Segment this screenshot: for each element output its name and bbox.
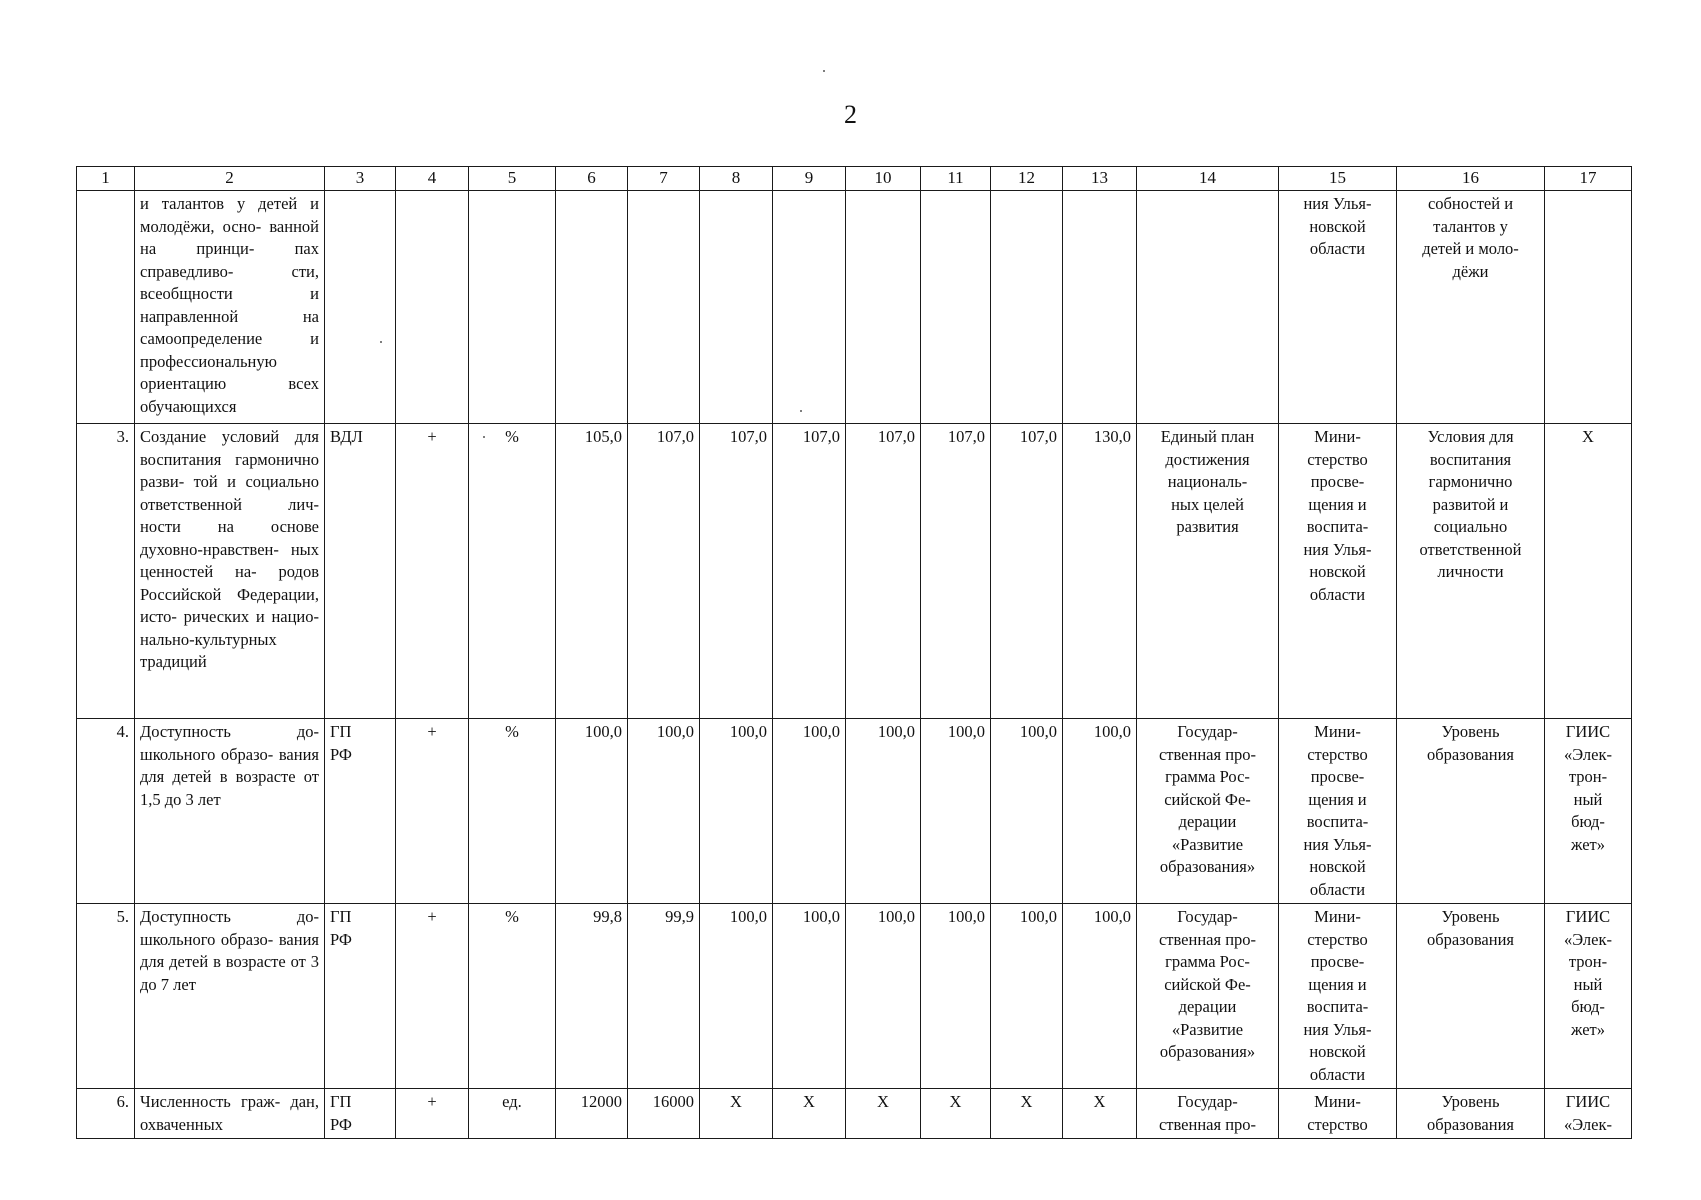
value-cell: 100,0 bbox=[1063, 719, 1137, 904]
indicator-name: Численность граж- дан, охваченных bbox=[135, 1089, 325, 1139]
goal-link: Уровень образования bbox=[1397, 904, 1545, 1089]
column-number: 14 bbox=[1137, 167, 1279, 191]
value-cell: 100,0 bbox=[846, 719, 921, 904]
value-cell: 107,0 bbox=[700, 424, 773, 719]
column-number: 10 bbox=[846, 167, 921, 191]
column-number: 1 bbox=[77, 167, 135, 191]
page-number: 2 bbox=[844, 100, 857, 129]
value-cell: 12000 bbox=[556, 1089, 628, 1139]
growth-sign bbox=[396, 191, 469, 424]
value-cell: 107,0 bbox=[846, 424, 921, 719]
column-number: 3 bbox=[325, 167, 396, 191]
column-number: 15 bbox=[1279, 167, 1397, 191]
value-cell: 100,0 bbox=[991, 719, 1063, 904]
value-cell: 107,0 bbox=[773, 424, 846, 719]
column-number: 6 bbox=[556, 167, 628, 191]
value-cell: 100,0 bbox=[846, 904, 921, 1089]
value-cell: 100,0 bbox=[556, 719, 628, 904]
value-cell: 100,0 bbox=[628, 719, 700, 904]
growth-sign: + bbox=[396, 1089, 469, 1139]
document-basis: Государ- ственная про- грамма Рос- сийской Фе- дерации «Развитие образования» bbox=[1137, 904, 1279, 1089]
goal-link: собностей и талантов у детей и моло- дёжи bbox=[1397, 191, 1545, 424]
responsible-body: Мини- стерство просве- щения и воспита- ния Улья- новской области bbox=[1279, 424, 1397, 719]
table-row bbox=[77, 191, 1632, 424]
row-number: 3. bbox=[77, 424, 135, 719]
table-row bbox=[77, 904, 1632, 1089]
value-cell: 100,0 bbox=[773, 719, 846, 904]
value-cell: 100,0 bbox=[700, 904, 773, 1089]
row-number bbox=[77, 191, 135, 424]
value-cell: Х bbox=[846, 1089, 921, 1139]
value-cell: 107,0 bbox=[628, 424, 700, 719]
indicator-level: ГП РФ bbox=[325, 1089, 396, 1139]
goal-link: Уровень образования bbox=[1397, 1089, 1545, 1139]
indicator-name: Доступность до- школьного образо- вания для детей в возрасте от 3 до 7 лет bbox=[135, 904, 325, 1089]
value-cell: 100,0 bbox=[773, 904, 846, 1089]
value-cell: 100,0 bbox=[991, 904, 1063, 1089]
column-number: 8 bbox=[700, 167, 773, 191]
info-system: Х bbox=[1545, 424, 1632, 719]
goal-link: Уровень образования bbox=[1397, 719, 1545, 904]
info-system: ГИИС «Элек- bbox=[1545, 1089, 1632, 1139]
unit bbox=[469, 191, 556, 424]
value-cell: Х bbox=[700, 1089, 773, 1139]
column-number: 4 bbox=[396, 167, 469, 191]
value-cell: 99,8 bbox=[556, 904, 628, 1089]
growth-sign: + bbox=[396, 424, 469, 719]
value-cell: 100,0 bbox=[1063, 904, 1137, 1089]
value-cell: 130,0 bbox=[1063, 424, 1137, 719]
column-number: 2 bbox=[135, 167, 325, 191]
column-number: 5 bbox=[469, 167, 556, 191]
table-row bbox=[77, 719, 1632, 904]
column-number-row bbox=[77, 167, 1632, 191]
value-cell: 107,0 bbox=[991, 424, 1063, 719]
row-number: 5. bbox=[77, 904, 135, 1089]
value-cell bbox=[773, 191, 846, 424]
value-cell bbox=[700, 191, 773, 424]
indicator-level bbox=[325, 191, 396, 424]
value-cell: 100,0 bbox=[921, 904, 991, 1089]
value-cell: 16000 bbox=[628, 1089, 700, 1139]
value-cell: Х bbox=[921, 1089, 991, 1139]
value-cell: Х bbox=[991, 1089, 1063, 1139]
indicator-level: ГП РФ bbox=[325, 719, 396, 904]
indicator-name: Создание условий для воспитания гармонично разви- той и социально ответственной лич- ности на основе духовно-нравствен- ных ценностей на- родов Российской Федерации, исто- рических и нацио- нально-культурных традиций bbox=[135, 424, 325, 719]
indicator-name: Доступность до- школьного образо- вания для детей в возрасте от 1,5 до 3 лет bbox=[135, 719, 325, 904]
column-number: 9 bbox=[773, 167, 846, 191]
document-basis: Единый план достижения националь- ных целей развития bbox=[1137, 424, 1279, 719]
column-number: 17 bbox=[1545, 167, 1632, 191]
unit: % bbox=[469, 904, 556, 1089]
indicator-level: ВДЛ bbox=[325, 424, 396, 719]
document-basis bbox=[1137, 191, 1279, 424]
value-cell: 99,9 bbox=[628, 904, 700, 1089]
document-basis: Государ- ственная про- bbox=[1137, 1089, 1279, 1139]
table-row bbox=[77, 424, 1632, 719]
table-row bbox=[77, 1089, 1632, 1139]
responsible-body: Мини- стерство bbox=[1279, 1089, 1397, 1139]
info-system bbox=[1545, 191, 1632, 424]
value-cell: Х bbox=[1063, 1089, 1137, 1139]
growth-sign: + bbox=[396, 719, 469, 904]
value-cell: 105,0 bbox=[556, 424, 628, 719]
value-cell bbox=[921, 191, 991, 424]
value-cell: 100,0 bbox=[700, 719, 773, 904]
indicators-table bbox=[76, 166, 1632, 1139]
unit: % bbox=[469, 719, 556, 904]
document-basis: Государ- ственная про- грамма Рос- сийской Фе- дерации «Развитие образования» bbox=[1137, 719, 1279, 904]
responsible-body: Мини- стерство просве- щения и воспита- ния Улья- новской области bbox=[1279, 719, 1397, 904]
info-system: ГИИС «Элек- трон- ный бюд- жет» bbox=[1545, 719, 1632, 904]
indicator-name: и талантов у детей и молодёжи, осно- ванной на принци- пах справедливо- сти, всеобщности и направленной на самоопределение и профессиональную ориентацию всех обучающихся bbox=[135, 191, 325, 424]
value-cell: Х bbox=[773, 1089, 846, 1139]
row-number: 4. bbox=[77, 719, 135, 904]
value-cell bbox=[556, 191, 628, 424]
value-cell: 100,0 bbox=[921, 719, 991, 904]
column-number: 16 bbox=[1397, 167, 1545, 191]
column-number: 12 bbox=[991, 167, 1063, 191]
row-number: 6. bbox=[77, 1089, 135, 1139]
value-cell: 107,0 bbox=[921, 424, 991, 719]
growth-sign: + bbox=[396, 904, 469, 1089]
unit: % bbox=[469, 424, 556, 719]
scan-speck bbox=[823, 70, 825, 72]
value-cell bbox=[846, 191, 921, 424]
goal-link: Условия для воспитания гармонично развитой и социально ответственной личности bbox=[1397, 424, 1545, 719]
responsible-body: Мини- стерство просве- щения и воспита- ния Улья- новской области bbox=[1279, 904, 1397, 1089]
responsible-body: ния Улья- новской области bbox=[1279, 191, 1397, 424]
column-number: 11 bbox=[921, 167, 991, 191]
value-cell bbox=[1063, 191, 1137, 424]
info-system: ГИИС «Элек- трон- ный бюд- жет» bbox=[1545, 904, 1632, 1089]
unit: ед. bbox=[469, 1089, 556, 1139]
value-cell bbox=[991, 191, 1063, 424]
column-number: 13 bbox=[1063, 167, 1137, 191]
indicator-level: ГП РФ bbox=[325, 904, 396, 1089]
value-cell bbox=[628, 191, 700, 424]
column-number: 7 bbox=[628, 167, 700, 191]
